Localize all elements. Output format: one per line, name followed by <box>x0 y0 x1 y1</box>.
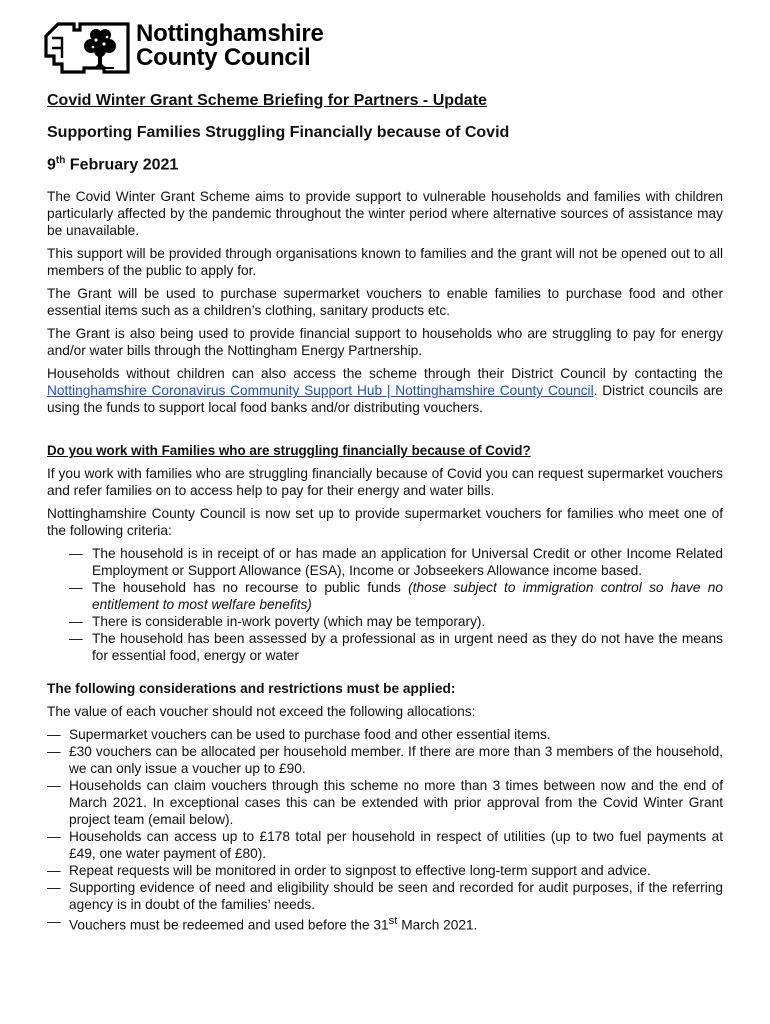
restriction-text: £30 vouchers can be allocated per household member. If there are more than 3 members of the household, we can only issue a voucher up to £90. <box>69 744 723 777</box>
criteria-text: The household has been assessed by a professional as in urgent need as they do not have the means for essential food, energy or water <box>92 631 723 664</box>
restriction-text: Households can claim vouchers through this scheme no more than 3 times between now and the end of March 2021. In exceptional cases this can be extended with prior approval from the Covid Winter Grant project team (email below). <box>69 778 723 828</box>
council-name <box>136 22 324 70</box>
restriction-text-2: March 2021. <box>397 917 478 933</box>
restriction-text: Supermarket vouchers can be used to purchase food and other essential items. <box>69 727 551 743</box>
households-text-1: Households without children can also access the scheme through their District Council by contacting the <box>47 366 723 382</box>
restriction-text: Repeat requests will be monitored in order to signpost to effective long-term support and advice. <box>69 863 651 879</box>
list-item <box>47 743 723 777</box>
support-paragraph: This support will be provided through organisations known to families and the grant will not be opened out to all members of the public to apply for. <box>47 246 723 279</box>
households-text-2: . District councils are using the funds to support local food banks and/or distributing vouchers. <box>47 383 724 416</box>
dash-bullet: — <box>47 778 61 794</box>
intro-paragraph: The Covid Winter Grant Scheme aims to provide support to vulnerable households and families with children particularly affected by the pandemic throughout the winter period where alternative sources of assistance may be unavailable. <box>47 189 723 239</box>
list-item <box>47 879 723 913</box>
section-families-paragraph-2: Nottinghamshire County Council is now set up to provide supermarket vouchers for families who meet one of the following criteria: <box>47 506 723 539</box>
dash-bullet: — <box>69 614 83 630</box>
list-item <box>47 862 723 879</box>
criteria-italic-text: (those subject to immigration control so have no entitlement to most welfare benefits) <box>92 580 723 613</box>
criteria-text: The household is in receipt of or has made an application for Universal Credit or other Income Related Employment or Support Allowance (ESA), Income or Jobseekers Allowance income based. <box>92 546 723 579</box>
section-restrictions-heading: The following considerations and restrictions must be applied: <box>47 681 456 697</box>
households-paragraph <box>47 365 723 416</box>
criteria-text: There is considerable in-work poverty (which may be temporary). <box>92 614 486 630</box>
dash-bullet: — <box>69 546 83 562</box>
document-body <box>47 90 723 942</box>
dash-bullet: — <box>69 631 83 647</box>
grant-vouchers-paragraph: The Grant will be used to purchase supermarket vouchers to enable families to purchase food and other essential items such as a children’s clothing, sanitary products etc. <box>47 286 723 319</box>
criteria-list <box>47 545 723 664</box>
list-item <box>47 828 723 862</box>
support-hub-link[interactable]: Nottinghamshire Coronavirus Community Support Hub | Nottinghamshire County Council <box>47 383 594 399</box>
grant-energy-paragraph: The Grant is also being used to provide financial support to households who are struggling to pay for energy and/or water bills through the Nottingham Energy Partnership. <box>47 326 723 359</box>
list-item <box>47 579 723 613</box>
section-restrictions-intro: The value of each voucher should not exceed the following allocations: <box>47 704 476 720</box>
dash-bullet: — <box>47 880 61 896</box>
section-families-paragraph-1: If you work with families who are struggling financially because of Covid you can request supermarket vouchers and refer families on to access help to pay for their energy and water bills. <box>47 466 723 499</box>
list-item <box>47 613 723 630</box>
list-item <box>47 777 723 828</box>
dash-bullet: — <box>47 744 61 760</box>
list-item <box>47 630 723 664</box>
dash-bullet: — <box>69 580 83 596</box>
date-rest: February 2021 <box>65 156 179 174</box>
date-day: 9 <box>47 156 56 174</box>
dash-bullet: — <box>47 914 61 930</box>
tree-crest-icon <box>44 22 132 74</box>
dash-bullet: — <box>47 727 61 743</box>
council-name-line2: County Council <box>136 44 311 71</box>
document-date <box>47 150 723 176</box>
list-item <box>47 726 723 743</box>
date-suffix: th <box>55 155 66 166</box>
restriction-text: Households can access up to £178 total per household in respect of utilities (up to two fuel payments at £49, one water payment of £80). <box>69 829 723 862</box>
section-families-heading: Do you work with Families who are struggling financially because of Covid? <box>47 443 531 459</box>
council-name-line1: Nottinghamshire <box>136 20 324 47</box>
restriction-text: Supporting evidence of need and eligibility should be seen and recorded for audit purposes, if the referring agency is in doubt of the families’ needs. <box>69 880 723 913</box>
list-item <box>47 545 723 579</box>
restriction-text-1: Vouchers must be redeemed and used before the 31 <box>69 917 389 933</box>
criteria-text: The household has no recourse to public funds <box>92 580 409 596</box>
document-title: Covid Winter Grant Scheme Briefing for Partners - Update <box>47 92 487 109</box>
document-subtitle: Supporting Families Struggling Financially because of Covid <box>47 124 510 141</box>
restrictions-list <box>47 726 723 934</box>
list-item <box>47 913 723 934</box>
council-logo <box>44 22 384 78</box>
dash-bullet: — <box>47 829 61 845</box>
restriction-sup: st <box>388 915 398 928</box>
dash-bullet: — <box>47 863 61 879</box>
